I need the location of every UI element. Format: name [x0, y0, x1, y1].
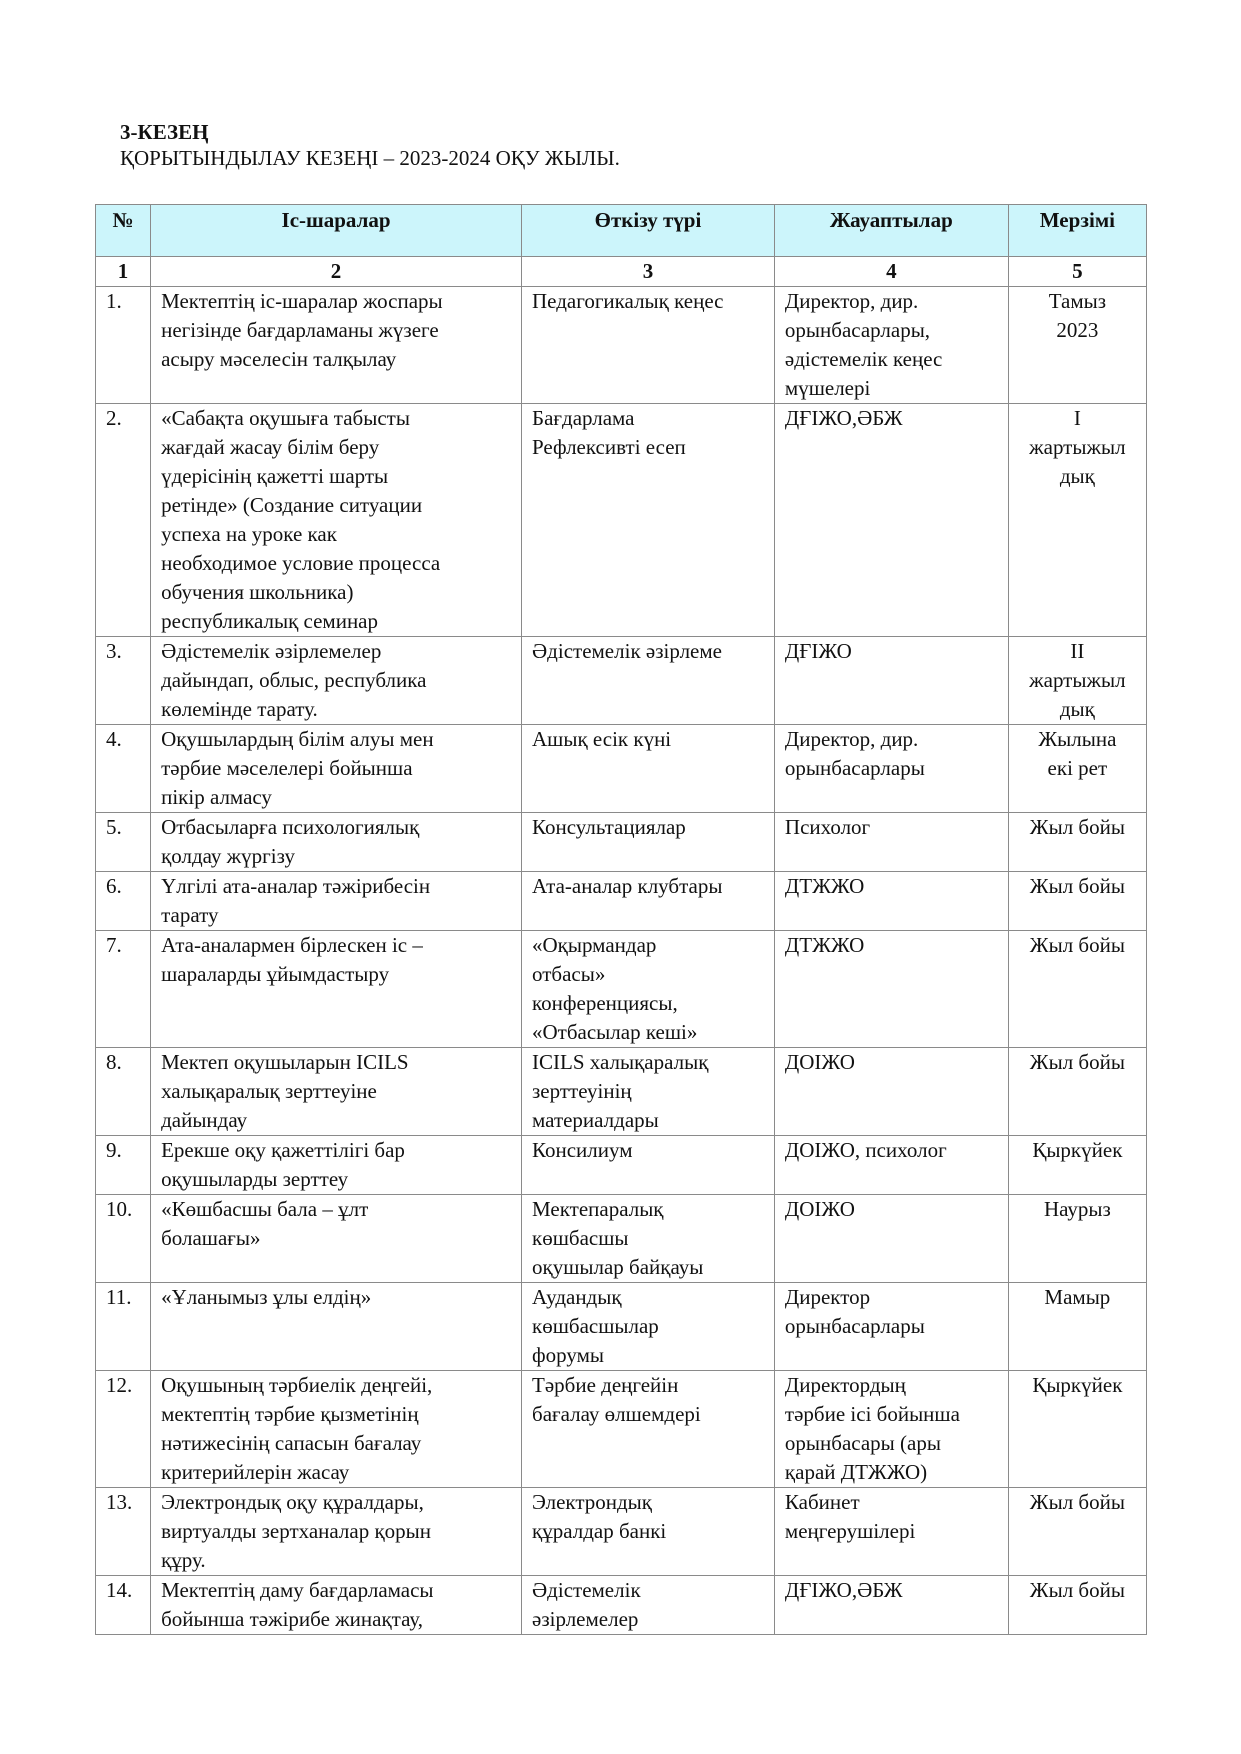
responsible: ДҒІЖО,ӘБЖ [774, 1576, 1008, 1635]
table-row [96, 637, 1147, 725]
responsible: Директор, дир. орынбасарлары, әдістемелік кеңес мүшелері [774, 287, 1008, 404]
stage-subtitle: ҚОРЫТЫНДЫЛАУ КЕЗЕҢІ – 2023-2024 ОҚУ ЖЫЛЫ. [120, 146, 620, 170]
event-form: Аудандық көшбасшылар форумы [522, 1283, 775, 1371]
table-row [96, 872, 1147, 931]
header-responsible: Жауаптылар [774, 205, 1008, 257]
table-row [96, 1371, 1147, 1488]
responsible: ДҒІЖО,ӘБЖ [774, 404, 1008, 637]
term: Жыл бойы [1008, 1048, 1146, 1136]
column-number: 5 [1008, 257, 1146, 287]
responsible: Директор, дир. орынбасарлары [774, 725, 1008, 813]
term: Жыл бойы [1008, 813, 1146, 872]
row-number: 7. [96, 931, 151, 1048]
event-form: Консилиум [522, 1136, 775, 1195]
row-number: 5. [96, 813, 151, 872]
column-number: 4 [774, 257, 1008, 287]
table-body [96, 257, 1147, 1635]
column-number: 1 [96, 257, 151, 287]
table-row [96, 725, 1147, 813]
table-row [96, 1048, 1147, 1136]
event-name: «Ұланымыз ұлы елдің» [151, 1283, 522, 1371]
event-name: Оқушының тәрбиелік деңгейі, мектептің тәрбие қызметінің нәтижесінің сапасын бағалау критерийлерін жасау [151, 1371, 522, 1488]
row-number: 3. [96, 637, 151, 725]
term: Қыркүйек [1008, 1136, 1146, 1195]
responsible: Кабинет меңгерушілері [774, 1488, 1008, 1576]
event-form: Тәрбие деңгейін бағалау өлшемдері [522, 1371, 775, 1488]
term: Жыл бойы [1008, 931, 1146, 1048]
stage-title: 3-КЕЗЕҢ [120, 120, 209, 144]
event-name: Әдістемелік әзірлемелер дайындап, облыс, республика көлемінде тарату. [151, 637, 522, 725]
event-name: Отбасыларға психологиялық қолдау жүргізу [151, 813, 522, 872]
event-name: Мектептің іс-шаралар жоспары негізінде бағдарламаны жүзеге асыру мәселесін талқылау [151, 287, 522, 404]
responsible: ДТЖЖО [774, 872, 1008, 931]
row-number: 9. [96, 1136, 151, 1195]
term: Жыл бойы [1008, 1488, 1146, 1576]
term: Мамыр [1008, 1283, 1146, 1371]
row-number: 11. [96, 1283, 151, 1371]
event-name: Оқушылардың білім алуы мен тәрбие мәселелері бойынша пікір алмасу [151, 725, 522, 813]
table-row [96, 931, 1147, 1048]
event-name: Мектеп оқушыларын ICILS халықаралық зерттеуіне дайындау [151, 1048, 522, 1136]
column-number: 3 [522, 257, 775, 287]
table-row [96, 1576, 1147, 1635]
term: Жыл бойы [1008, 872, 1146, 931]
event-form: Ата-аналар клубтары [522, 872, 775, 931]
event-form: Әдістемелік әзірлеме [522, 637, 775, 725]
responsible: Директордың тәрбие ісі бойынша орынбасары (ары қарай ДТЖЖО) [774, 1371, 1008, 1488]
responsible: Психолог [774, 813, 1008, 872]
responsible: ДОІЖО [774, 1048, 1008, 1136]
column-number-row [96, 257, 1147, 287]
table-row [96, 1488, 1147, 1576]
event-name: Мектептің даму бағдарламасы бойынша тәжірибе жинақтау, [151, 1576, 522, 1635]
event-form: Ашық есік күні [522, 725, 775, 813]
header-number: № [96, 205, 151, 257]
table-row [96, 1283, 1147, 1371]
table-header-row [96, 205, 1147, 257]
responsible: ДОІЖО, психолог [774, 1136, 1008, 1195]
event-form: Мектепаралық көшбасшы оқушылар байқауы [522, 1195, 775, 1283]
column-number: 2 [151, 257, 522, 287]
event-name: Электрондық оқу құралдары, виртуалды зертханалар қорын құру. [151, 1488, 522, 1576]
responsible: ДОІЖО [774, 1195, 1008, 1283]
responsible: ДТЖЖО [774, 931, 1008, 1048]
table-row [96, 813, 1147, 872]
term: Наурыз [1008, 1195, 1146, 1283]
event-name: Ерекше оқу қажеттілігі бар оқушыларды зерттеу [151, 1136, 522, 1195]
header-form: Өткізу түрі [522, 205, 775, 257]
responsible: ДҒІЖО [774, 637, 1008, 725]
event-name: «Көшбасшы бала – ұлт болашағы» [151, 1195, 522, 1283]
event-name: Ата-аналармен бірлескен іс – шараларды ұйымдастыру [151, 931, 522, 1048]
header-term: Мерзімі [1008, 205, 1146, 257]
table-row [96, 287, 1147, 404]
row-number: 1. [96, 287, 151, 404]
event-form: «Оқырмандар отбасы» конференциясы, «Отбасылар кеші» [522, 931, 775, 1048]
row-number: 12. [96, 1371, 151, 1488]
table-row [96, 1136, 1147, 1195]
event-form: Электрондық құралдар банкі [522, 1488, 775, 1576]
event-form: ICILS халықаралық зерттеуінің материалдары [522, 1048, 775, 1136]
term: І жартыжыл дық [1008, 404, 1146, 637]
row-number: 14. [96, 1576, 151, 1635]
event-form: Бағдарлама Рефлексивті есеп [522, 404, 775, 637]
event-form: Педагогикалық кеңес [522, 287, 775, 404]
row-number: 13. [96, 1488, 151, 1576]
term: Жылына екі рет [1008, 725, 1146, 813]
event-name: «Сабақта оқушыға табысты жағдай жасау білім беру үдерісінің қажетті шарты ретінде» (Создание ситуации успеха на уроке как необходимое условие процесса обучения школьника) республикалық семинар [151, 404, 522, 637]
row-number: 4. [96, 725, 151, 813]
document-heading [120, 119, 620, 171]
row-number: 8. [96, 1048, 151, 1136]
row-number: 10. [96, 1195, 151, 1283]
responsible: Директор орынбасарлары [774, 1283, 1008, 1371]
header-event: Іс-шаралар [151, 205, 522, 257]
term: ІІ жартыжыл дық [1008, 637, 1146, 725]
term: Жыл бойы [1008, 1576, 1146, 1635]
term: Тамыз 2023 [1008, 287, 1146, 404]
event-form: Әдістемелік әзірлемелер [522, 1576, 775, 1635]
row-number: 6. [96, 872, 151, 931]
term: Қыркүйек [1008, 1371, 1146, 1488]
row-number: 2. [96, 404, 151, 637]
events-table [95, 204, 1147, 1635]
table-row [96, 1195, 1147, 1283]
table-row [96, 404, 1147, 637]
event-name: Үлгілі ата-аналар тәжірибесін тарату [151, 872, 522, 931]
event-form: Консультациялар [522, 813, 775, 872]
